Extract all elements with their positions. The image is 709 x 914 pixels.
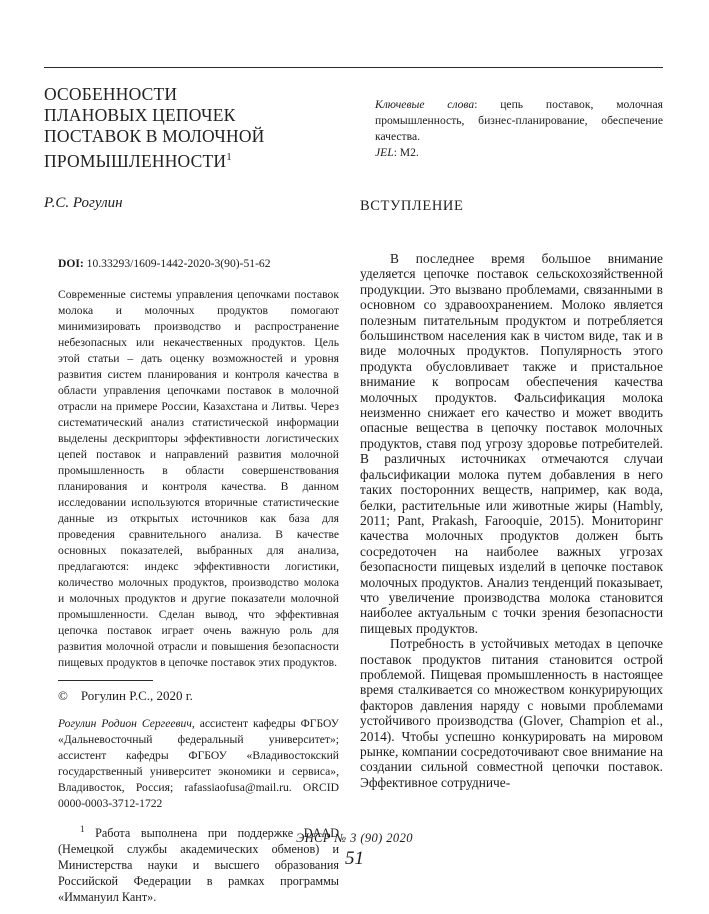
jel-line	[375, 145, 663, 161]
author-bio-details: , ассистент кафедры ФГБОУ «Дальневосточный федеральный университет»; ассистент кафедры ФГБОУ «Владивостокский государственный университет экономики и сервиса», Владивосток, Россия; rafassiaofusa@mail.ru. ORCID 0000-0003-3712-1722	[58, 716, 339, 810]
author-bio	[58, 716, 339, 812]
title-line: ПОСТАВОК В МОЛОЧНОЙ	[44, 126, 265, 146]
doi-line	[58, 257, 339, 270]
copyright-symbol: ©	[58, 687, 68, 703]
article-body	[360, 251, 663, 790]
abstract-block	[58, 257, 339, 905]
copyright-text: Рогулин Р.С., 2020 г.	[80, 687, 193, 703]
title-line: ОСОБЕННОСТИ	[44, 84, 178, 104]
two-column-layout	[44, 84, 663, 905]
abstract-text: Современные системы управления цепочками поставок молока и молочных продуктов помогают минимизировать производство и распространение небезопасных или некачественных продуктов. Цель этой статьи – дать оценку возможностей и уровня развития систем планирования и контроля качества в области управления цепочками поставок в молочной отрасли на примере России, Казахстана и Литвы. Через систематический анализ статистической информации выделены дескрипторы эффективности логистических цепей поставок и направлений развития молочной промышленность в области совершенствования планирования и контроля качества. В данном исследовании используются вторичные статистические данные из открытых источников как база для проведения сравнительного анализа. В качестве основных показателей, выбранных для анализа, предлагаются: индекс эффективности логистики, количество молочных продуктов, производство молока и молочных продуктов и другие показатели молочной промышленности. Сделан вывод, что эффективная цепочка поставок играет очень важную роль для развития молочной отрасли и повышения безопасности пищевых продуктов в цепочке поставок этих продуктов.	[58, 287, 339, 669]
body-paragraph: В последнее время большое внимание уделяется цепочке поставок сельскохозяйственной продукции. Это вызвано проблемами, связанными в основном со здравоохранением. Молоко является полезным питательным продуктом и потребляется большинством населения как в чистом виде, так и в виде молочных продуктов. Популярность этого продукта обусловливает также и пристальное внимание к вопросам обеспечения качества молочных продуктов. Фальсификация молока неизменно снижает его качество и может вводить опасные вещества в цепочку поставок молочных продуктов, ставя под угрозу здоровье потребителей. В различных источниках отмечаются случаи фальсификации молока путем добавления в него таких посторонних веществ, например, как вода, белки, растительные или животные жиры (Hambly, 2011; Pant, Prakash, Farooquie, 2015). Мониторинг качества молочных продуктов должен быть сосредоточен на наиболее важных угрозах безопасности пищевых изделий в цепочке поставок молочных продуктов. Анализ тенденций показывает, что увеличение производства молока становится наиболее актуальным с точки зрения безопасности пищевых продуктов.	[360, 251, 663, 636]
title-line	[44, 147, 352, 172]
jel-label: JEL	[375, 146, 394, 159]
left-column	[44, 84, 352, 905]
doi-label: DOI:	[58, 256, 84, 270]
keywords-text: : цепь поставок, молочная промышленность, бизнес-планирование, обеспечение качества.	[375, 98, 663, 143]
jel-text: : M2.	[393, 146, 419, 159]
keywords-block	[375, 97, 663, 161]
author-name: Р.С. Рогулин	[44, 194, 123, 211]
page-content	[44, 67, 663, 905]
right-column	[360, 84, 663, 905]
keywords-label: Ключевые слова	[375, 98, 475, 111]
article-title	[44, 84, 352, 172]
body-paragraph: Потребность в устойчивых методах в цепочке поставок продуктов питания становится острой проблемой. Пищевая промышленность в настоящее время сталкивается со множеством конкурирующих факторов давления наряду с новыми проблемами устойчивого производства (Glover, Champion et al., 2014). Чтобы успешно конкурировать на мировом рынке, компании сосредоточивают свое внимание на создании сильной совместной цепочки поставок. Эффективное сотрудниче-	[360, 636, 663, 790]
header-rule	[44, 67, 663, 68]
footnote-ref: 1	[80, 823, 85, 834]
section-heading-introduction: ВСТУПЛЕНИЕ	[360, 198, 464, 214]
page-number: 51	[345, 848, 364, 869]
keywords-line	[375, 97, 663, 145]
copyright-rule	[58, 680, 153, 681]
title-line: ПЛАНОВЫХ ЦЕПОЧЕК	[44, 105, 236, 125]
title-line-text: ПРОМЫШЛЕННОСТИ	[44, 150, 227, 171]
copyright-line	[58, 688, 339, 704]
footnote-text: Работа выполнена при поддержке DAAD (Немецкой службы академических обменов) и Министерства науки и высшего образования Российской Федерации в рамках программы «Иммануил Кант».	[58, 825, 339, 904]
journal-footer: ЭНСР № 3 (90) 2020	[296, 831, 413, 845]
author-bio-name: Рогулин Родион Сергеевич	[58, 716, 192, 730]
doi-value: 10.33293/1609-1442-2020-3(90)-51-62	[83, 256, 271, 270]
title-footnote-ref: 1	[226, 151, 232, 163]
